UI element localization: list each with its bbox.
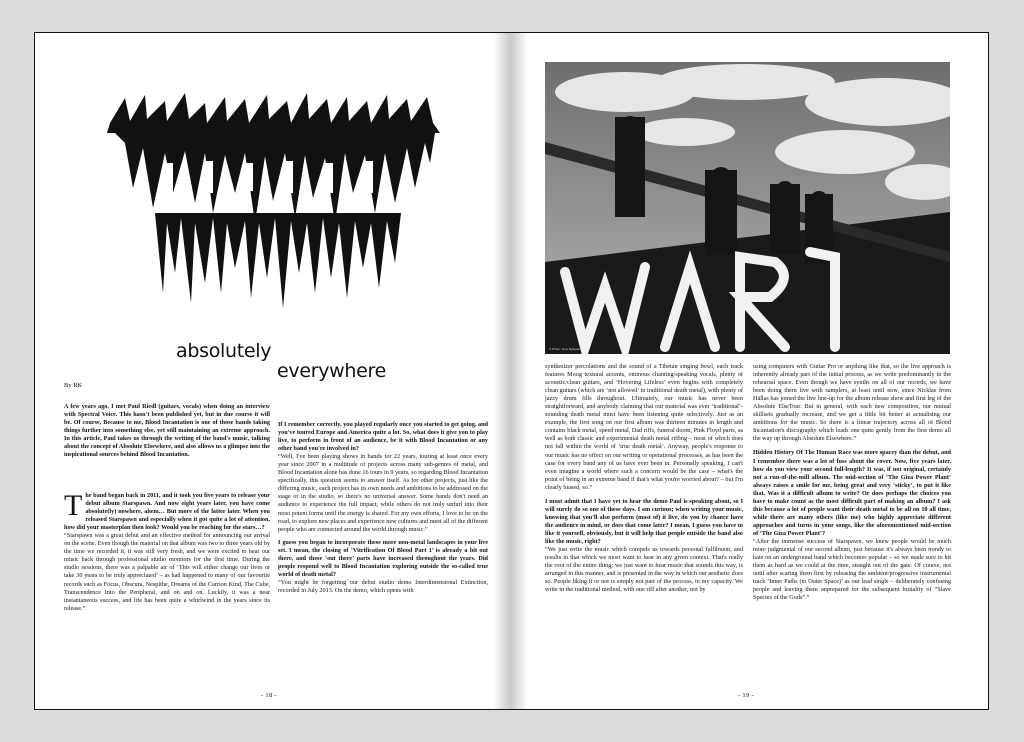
answer-3: “You might be forgetting our debut studio demo Interdimensional Extinction, recorded in July 2013. On the demo, which opens with: [278, 578, 488, 594]
answer-2: “Well, I've been playing shows in bands for 22 years, touring at least once every year since 2007 in a multitude of projects across many sub-genres of metal, and Blood Incantation alone has done 16 tours in 9 years, so regarding Blood Incantation specifically, this question seems to answer itself. As for other projects, just like the differing music, each project has its own needs and ambitions to be addressed on the stage or in the studio, so there's no universal answer. Some bands don't need an audience to experience the full impact, while others do not truly unfurl into their most potent forms until the energy is shared. For my own efforts, I love to be on the road, to explore new places and experience new cultures and meet all of the different people who are connected around the world through music.”: [278, 453, 488, 533]
answer-4-continued: using computers with Guitar Pro or anything like that, so the live approach is inherently already part of the initial process, as we write predominantly in the rehearsal space. Even though we have synths on all of our records, we have been doing them live with samplers, at least until now, since Nicklas from Hällas has joined the live line-up for the album release show and first leg of the Absolute ElseTour. But in general, with each new composition, our mutual skillsets gradually increase, and we get a little bit better at actualising our ambitions for the music. So there is a linear trajectory across all of Blood Incantation's discography which leads one quite gently from the first demo all the way up through Absolute Elsewhere.”: [753, 363, 951, 443]
answer-1: “Starspawn was a great debut and an effective method for announcing our arrival on the scene. Even though the material on that album was two to three years old by the time we recorded it, it was still very fresh, and we were excited to hear our music back through professional studio monitors for the first time. During the studio sessions, there was a palpable air of ‘This will either change our lives or take 30 years to be truly appreciated’ – as had happened to many of our favourite records such as Focus, Obscura, Nespithe, Dreams of the Carrion Kind, The Cube, Transcendence Into the Peripheral, and on and on. Luckily, it was a near instantaneous success, and life has been quite a whirlwind in the years since its release.”: [64, 532, 270, 612]
left-page: [34, 32, 511, 710]
right-column-2: [753, 363, 951, 602]
right-page: [510, 32, 989, 710]
gutter-shadow: [493, 33, 511, 709]
band-logo: [95, 93, 455, 313]
photo-credit: © Photo: Jens Rydgren: [549, 347, 581, 351]
question-2: If I remember correctly, you played regularly once you started to get going, and you've toured Europe and America quite a lot. So, what does it give you to play live, to perform in front of an audience, be it with Blood Incantation or any other band you're involved in?: [278, 421, 488, 453]
question-4: I must admit that I have yet to hear the demo Paul is speaking about, so I will surely do so one of these days. I am curious; when writing your music, knowing that you'll also perform (most of) it live, do you by chance have the audience in mind, or does that come later? I mean, I guess you have to like it yourself, obviously, but it will help that people outside the band also like the music, right?: [545, 497, 743, 545]
first-question-block: [64, 489, 270, 613]
answer-3-continued: synthesizer percolations and the sound of a Tibetan singing bowl, each track features Moog textural accents, ominous chanting/speaking vocals, plenty of acoustic/clean guitars, and ‘Hovering Lifeless’ even begins with completely clean guitars (which are ‘not allowed’ in traditional death metal), with plenty of jazzy drum fills throughout. Ultimately, our music has never been straightforward, and anybody claiming that our material was ever ‘traditional’-sounding death metal must have been listening quite selectively. Just as an example, the first song on our first album was thirteen minutes in length and contains black metal, speed metal, Dad riffs, funeral doom, Pink Floyd parts, as well as both classic and experimental death metal riffing – most of which does not fall within the world of ‘true death metal’. Anyway, people's response to our music has no effect on our writing or operational processes, as has been the case for every band any of us have ever been in. Personally speaking, I can't even imagine a world where such a concern would be the case – what's the point of being in an extreme band if that's what you're worried about? – but I'm clearly biased, so.”: [545, 363, 743, 491]
intro-paragraph: A few years ago, I met Paul Riedl (guitars, vocals) when doing an interview with Spectral Voice. This hasn't been published yet, but in due course it will be. Of course, Because to me, Blood Incantation is one of those bands taking things further into something else, yet still maintaining an extreme approach. In this article, Paul takes us through the writing of the band's music, talking about the concept of Absolute Elsewhere, and also allows us a glimpse into the inspirational sources behind Blood Incantation.: [64, 403, 270, 459]
question-3: I guess you began to incorporate these more non-metal landscapes in your live set. I mean, the closing of ‘Vitrification Of Blood Part 1’ is already a bit out there, and these ‘out there’ parts have increased throughout the years. Did people respond well to Blood Incantation exploring outside the so-called true world of death metal?: [278, 538, 488, 578]
band-photo: [545, 62, 950, 354]
dropcap-letter: T: [64, 489, 83, 522]
title-line-2: everywhere: [277, 360, 387, 382]
question-5: Hidden History Of The Human Race was more spacey than the debut, and I remember there was a lot of fuss about the cover. Now, five years later, how do you view your second full-length? It was, if not original, certainly not a run-of-the-mill album. The mid-section of ‘The Giza Power Plant’ always raises a smile for me, being great and very ‘sticky’, to put it like that. Was it a difficult album to write? Or does perhaps the choices you have to make count as the most difficult part of making an album? I ask this because a lot of people want their death metal to be all on 10 all time, while there are many others (like me) who highly appreciate different approaches and turns in your songs, like the aforementioned mid-section of ‘The Giza Power Plant’?: [753, 449, 951, 537]
gutter-shadow: [510, 33, 528, 709]
page-number-left: - 18 -: [261, 692, 277, 699]
right-column-1: [545, 363, 743, 594]
page-number-right: - 19 -: [738, 692, 754, 699]
byline: By RK: [64, 382, 83, 389]
title-line-1: absolutely: [176, 340, 272, 362]
left-column-2: [278, 421, 488, 595]
answer-5: “After the immense success of Starspawn, we knew people would be much more judgmental of our second album, just because it's always been trendy to hate on an underground band which becomes popular – so we made sure to hit them as hard as we could at the time, straight out of the gate. Of course, not until after scaring them first by releasing the ambient/progressive instrumental track ‘Inner Paths (to Outer Space)’ as our lead single – deliberately confusing people and leaving them unprepared for the subsequent brutality of “Slave Species of the Gods”.”: [753, 537, 951, 602]
question-1: he band began back in 2011, and it took you five years to release your debut album Starspawn. And now eight years later, you have come absolute(ly) nowhere, ahem… But more of the latter later. When you released Starspawn and especially when it got quite a lot of attention, how did your masterplan then look? Would you be reaching for the stars…?: [64, 492, 270, 532]
answer-4: “We just write the music which compels us towards personal fulfilment, and results in that which we most want to hear in any given context. That's really the root of the entire thing; we just want to hear music that sounds this way, is arranged in this manner, and is presented in the way in which our aesthetic does so. People liking it or not is simply not part of the process, in my capacity. We write in the traditional method, with one riff after another, not by: [545, 546, 743, 594]
